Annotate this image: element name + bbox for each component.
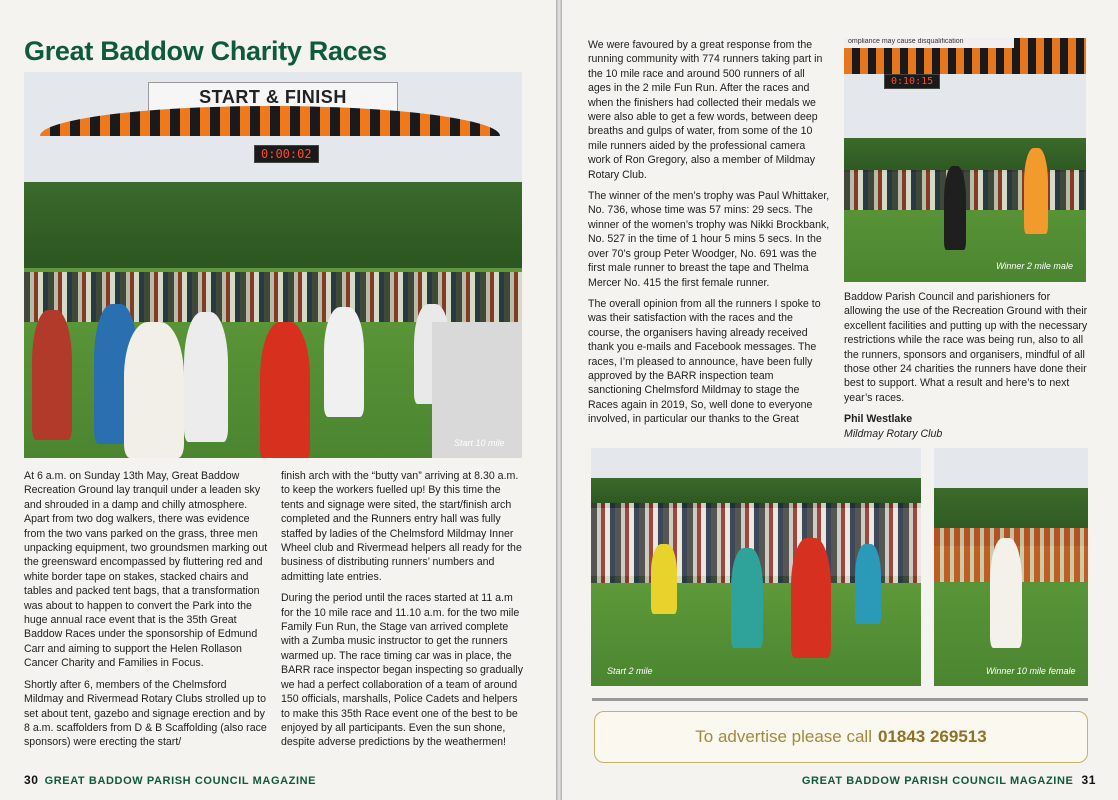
photo-caption: Winner 10 mile female [986,666,1076,676]
photo-caption: Start 10 mile [454,438,505,448]
article-column-4 [844,290,1088,441]
photo-caption: Winner 2 mile male [996,261,1073,271]
photo-winner-10-mile-female [934,448,1088,686]
article-column-1 [24,469,268,757]
page-number: 30 [24,773,39,787]
page-number: 31 [1081,773,1096,787]
photo-caption: Start 2 mile [607,666,653,676]
left-page [0,0,556,800]
footer-left [24,773,316,787]
magazine-name: GREAT BADDOW PARISH COUNCIL MAGAZINE [801,775,1074,787]
advert-text: To advertise please call [695,727,872,746]
race-clock: 0:00:02 [254,145,319,163]
advert-phone: 01843 269513 [877,727,987,746]
author-organisation: Mildmay Rotary Club [844,427,943,440]
race-clock: 0:10:15 [884,74,940,89]
divider [592,698,1088,701]
paragraph: Baddow Parish Council and parishioners for allowing the use of the Recreation Ground with their excellent facilities and putting up with the necessary restrictions while the race was being run, also to all the runners, sponsors and organisers, mindful of all those other 24 charities the runners have done their best to support. What a result and here’s to next year’s races. [844,291,1088,404]
right-page [562,0,1118,800]
paragraph: The winner of the men’s trophy was Paul Whittaker, No. 736, whose time was 57 mins: 29 secs. The winner of the women’s trophy was Nikki Brockbank, No. 527 in the time of 1 hour 5 mins 5 secs. In the over 70’s group Peter Woodger, No. 691 was the first male runner to breast the tape and Thelma Mercer No. 415 the first female runner. [588,190,830,289]
article-column-2 [281,469,525,757]
paragraph: During the period until the races started at 11 a.m for the 10 mile race and 11.10 a.m. for the two mile Family Fun Run, the Stage van arrived complete with a Zumba music instructor to get the runners warmed up. The race timing car was in place, the BARR race inspector began inspecting so gradually we had a perfect collaboration of a team of around 150 officials, marshalls, Police Cadets and helpers to make this 35th Race event one of the best to be enjoyed by all participants. Even the sun shone, despite adverse predictions by the weathermen! [281,592,524,749]
start-finish-banner: START & FINISH [148,82,398,112]
paragraph: We were favoured by a great response from the running community with 774 runners taking part in the 10 mile race and around 500 runners of all ages in the 2 mile Fun Run. After the races and when the finishers had collected their medals we were also able to get a few words, between deep breaths and gulps of water, from some of the 10 mile runners aided by the professional camera work of Ron Gregory, also a member of Mildmay Rotary Club. [588,39,823,181]
article-column-3 [588,38,830,434]
article-title: Great Baddow Charity Races [24,36,387,66]
paragraph: finish arch with the “butty van” arriving at 8.30 a.m. to keep the workers fuelled up! By this time the tents and signage were sited, the start/finish arch completed and the Runners entry hall was fully staffed by ladies of the Chelmsford Mildmay Inner Wheel club and Rivermead helpers all ready for the business of distributing runners’ numbers and admitting late entries. [281,470,522,583]
sign-text: ompliance may cause disqualification [844,38,1014,48]
magazine-name: GREAT BADDOW PARISH COUNCIL MAGAZINE [44,775,317,787]
paragraph: The overall opinion from all the runners I spoke to was their satisfaction with the races and the course, the organisers having already received thank you e-mails and Facebook messages. The races, I’m pleased to announce, have been fully approved by the BARR inspection team sanctioning Chelmsford Mildmay to stage the Races again in 2019, So, well done to everyone involved, in particular our thanks to the Great [588,297,821,426]
photo-start-2-mile [591,448,921,686]
photo-winner-2-mile-male [844,38,1086,282]
paragraph: Shortly after 6, members of the Chelmsford Mildmay and Rivermead Rotary Clubs strolled up to set about tent, gazebo and signage erection and by 8 a.m. scaffolders from D & B Scaffolding (also race sponsors) were erecting the start/ [24,678,267,749]
footer-right [802,773,1096,787]
paragraph: At 6 a.m. on Sunday 13th May, Great Baddow Recreation Ground lay tranquil under a leaden sky and shrouded in a damp and chilly atmosphere. Apart from two dog walkers, there was evidence from the two vans parked on the grass, three men unpacking equipment, two groundsmen marking out the greensward encompassed by fluttering red and white border tape on stakes, stacked chairs and tables and packed tent bags, that a transformation was about to happen to convert the Park into the huge annual race event that is the 35th Great Baddow Races under the sponsorship of Edmund Carr and aiming to support the Helen Rollason Cancer Charity and Families in Focus. [24,470,268,670]
author-name: Phil Westlake [844,413,913,426]
advert-box [594,711,1088,763]
